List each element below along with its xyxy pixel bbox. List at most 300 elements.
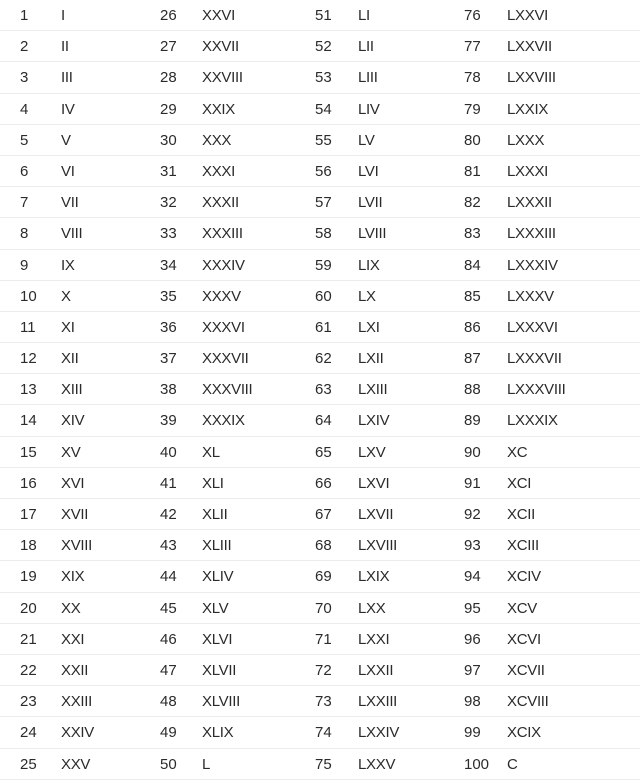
roman-numeral: LXXVII <box>507 38 552 56</box>
roman-numeral: LXX <box>358 599 386 617</box>
table-row <box>305 686 455 717</box>
arabic-number: 37 <box>160 350 177 368</box>
roman-numeral: XLII <box>202 506 228 523</box>
arabic-number: 11 <box>20 318 36 336</box>
roman-numeral: XCIII <box>507 537 539 555</box>
roman-numeral: L <box>202 755 211 773</box>
roman-numeral: XCV <box>507 599 537 617</box>
roman-numeral: XII <box>61 350 79 368</box>
table-row <box>150 312 305 343</box>
table-row <box>150 624 305 655</box>
table-row <box>305 405 455 436</box>
arabic-number: 89 <box>464 412 481 430</box>
roman-numeral: XXXV <box>202 287 241 305</box>
table-row <box>150 125 305 156</box>
arabic-number: 96 <box>464 630 481 648</box>
table-row <box>0 686 150 717</box>
roman-numeral: XL <box>202 443 220 461</box>
arabic-number: 13 <box>20 381 37 399</box>
roman-numeral: C <box>507 755 518 773</box>
table-row <box>0 717 150 748</box>
table-row <box>0 187 150 218</box>
table-row <box>150 655 305 686</box>
roman-numeral: XV <box>61 443 81 461</box>
roman-numeral: XLV <box>202 599 229 617</box>
arabic-number: 74 <box>315 724 332 742</box>
table-row <box>150 374 305 405</box>
arabic-number: 1 <box>20 7 29 24</box>
roman-numeral: LXXXIII <box>507 225 556 243</box>
arabic-number: 14 <box>20 412 37 430</box>
roman-numeral: XXIII <box>61 693 93 711</box>
arabic-number: 48 <box>160 693 177 711</box>
roman-numeral: LXXIX <box>507 100 549 118</box>
arabic-number: 20 <box>20 599 37 617</box>
roman-numeral: XCVI <box>507 630 541 648</box>
roman-numeral: LXI <box>358 318 380 336</box>
table-row <box>455 499 640 530</box>
table-row <box>0 530 150 561</box>
roman-numeral: XLI <box>202 474 224 492</box>
table-row <box>0 405 150 436</box>
arabic-number: 61 <box>315 318 332 336</box>
roman-numeral: LXXXI <box>507 162 549 180</box>
table-row <box>455 343 640 374</box>
arabic-number: 52 <box>315 38 332 56</box>
arabic-number: 76 <box>464 7 481 24</box>
table-row <box>150 405 305 436</box>
arabic-number: 6 <box>20 162 29 180</box>
roman-numeral: XLIV <box>202 568 234 586</box>
arabic-number: 63 <box>315 381 332 399</box>
table-row <box>305 218 455 249</box>
table-row <box>305 499 455 530</box>
arabic-number: 77 <box>464 38 481 56</box>
arabic-number: 32 <box>160 194 177 212</box>
arabic-number: 46 <box>160 630 177 648</box>
arabic-number: 7 <box>20 194 29 212</box>
roman-numeral: LXVI <box>358 474 390 492</box>
arabic-number: 17 <box>20 506 37 523</box>
table-row <box>0 62 150 93</box>
arabic-number: 82 <box>464 194 481 212</box>
table-row <box>455 530 640 561</box>
table-row <box>150 468 305 499</box>
roman-numeral: LXXI <box>358 630 390 648</box>
arabic-number: 60 <box>315 287 332 305</box>
roman-numeral: LIX <box>358 256 380 274</box>
roman-numeral: XCIV <box>507 568 541 586</box>
arabic-number: 93 <box>464 537 481 555</box>
table-row <box>455 312 640 343</box>
roman-numeral: LXXXV <box>507 287 554 305</box>
table-column-51-75 <box>305 0 455 780</box>
roman-numeral: LXXXIX <box>507 412 558 430</box>
roman-numeral: VIII <box>61 225 83 243</box>
arabic-number: 83 <box>464 225 481 243</box>
roman-numeral: LXXV <box>358 755 396 773</box>
table-row <box>0 561 150 592</box>
roman-numeral: XXXVIII <box>202 381 253 399</box>
arabic-number: 18 <box>20 537 37 555</box>
roman-numeral: LI <box>358 7 370 24</box>
arabic-number: 38 <box>160 381 177 399</box>
arabic-number: 65 <box>315 443 332 461</box>
roman-numeral: LXXX <box>507 131 545 149</box>
roman-numeral: XI <box>61 318 75 336</box>
arabic-number: 97 <box>464 661 481 679</box>
roman-numeral: LXII <box>358 350 384 368</box>
table-row <box>150 749 305 780</box>
arabic-number: 86 <box>464 318 481 336</box>
roman-numeral: IV <box>61 100 75 118</box>
roman-numeral: LXXII <box>358 661 394 679</box>
table-row <box>305 749 455 780</box>
roman-numeral: LXVII <box>358 506 394 523</box>
table-row <box>150 94 305 125</box>
arabic-number: 84 <box>464 256 481 274</box>
roman-numeral: LXXXII <box>507 194 552 212</box>
arabic-number: 69 <box>315 568 332 586</box>
table-row <box>455 593 640 624</box>
arabic-number: 49 <box>160 724 177 742</box>
table-row <box>150 187 305 218</box>
arabic-number: 47 <box>160 661 177 679</box>
roman-numeral: LXXVIII <box>507 69 556 87</box>
arabic-number: 25 <box>20 755 37 773</box>
arabic-number: 75 <box>315 755 332 773</box>
arabic-number: 71 <box>315 630 332 648</box>
arabic-number: 45 <box>160 599 177 617</box>
roman-numeral: IX <box>61 256 75 274</box>
arabic-number: 64 <box>315 412 332 430</box>
arabic-number: 91 <box>464 474 481 492</box>
arabic-number: 5 <box>20 131 29 149</box>
table-row <box>305 437 455 468</box>
table-row <box>455 374 640 405</box>
roman-numeral: XXIV <box>61 724 94 742</box>
roman-numeral: XXXIV <box>202 256 245 274</box>
table-row <box>455 125 640 156</box>
arabic-number: 99 <box>464 724 481 742</box>
arabic-number: 41 <box>160 474 177 492</box>
roman-numeral: X <box>61 287 71 305</box>
arabic-number: 9 <box>20 256 29 274</box>
table-row <box>305 281 455 312</box>
table-row <box>305 156 455 187</box>
table-row <box>455 250 640 281</box>
roman-numeral: I <box>61 7 65 24</box>
arabic-number: 59 <box>315 256 332 274</box>
arabic-number: 10 <box>20 287 37 305</box>
table-row <box>150 499 305 530</box>
arabic-number: 34 <box>160 256 177 274</box>
table-row <box>150 686 305 717</box>
table-row <box>305 343 455 374</box>
roman-numeral: XXXI <box>202 162 235 180</box>
table-row <box>455 749 640 780</box>
roman-numeral: V <box>61 131 71 149</box>
roman-numeral: LXXVI <box>507 7 549 24</box>
arabic-number: 3 <box>20 69 29 87</box>
roman-numeral: XXXIII <box>202 225 243 243</box>
roman-numeral: XVIII <box>61 537 93 555</box>
table-column-76-100 <box>455 0 640 780</box>
roman-numeral: LIV <box>358 100 380 118</box>
table-row <box>305 530 455 561</box>
arabic-number: 36 <box>160 318 177 336</box>
table-row <box>305 624 455 655</box>
arabic-number: 94 <box>464 568 481 586</box>
roman-numeral: LVII <box>358 194 383 212</box>
table-row <box>0 624 150 655</box>
roman-numeral: XXVIII <box>202 69 243 87</box>
roman-numeral: LXXXVII <box>507 350 562 368</box>
roman-numeral: LXXIV <box>358 724 400 742</box>
table-row <box>455 156 640 187</box>
roman-numeral: XVI <box>61 474 85 492</box>
arabic-number: 16 <box>20 474 37 492</box>
arabic-number: 39 <box>160 412 177 430</box>
roman-numeral: LV <box>358 131 375 149</box>
table-row <box>455 405 640 436</box>
table-row <box>0 499 150 530</box>
table-row <box>150 281 305 312</box>
table-row <box>455 437 640 468</box>
table-row <box>305 593 455 624</box>
arabic-number: 90 <box>464 443 481 461</box>
roman-numeral: XIX <box>61 568 85 586</box>
roman-numeral: XXII <box>61 661 89 679</box>
arabic-number: 57 <box>315 194 332 212</box>
table-row <box>0 281 150 312</box>
table-row <box>0 593 150 624</box>
table-row <box>455 0 640 31</box>
arabic-number: 78 <box>464 69 481 87</box>
roman-numeral: XXXVI <box>202 318 245 336</box>
table-row <box>0 343 150 374</box>
roman-numeral: XXIX <box>202 100 235 118</box>
table-row <box>455 218 640 249</box>
arabic-number: 2 <box>20 38 29 56</box>
roman-numeral: XIV <box>61 412 85 430</box>
roman-numeral: XXVI <box>202 7 235 24</box>
table-row <box>455 561 640 592</box>
roman-numeral: LXV <box>358 443 386 461</box>
roman-numeral: LVI <box>358 162 379 180</box>
table-row <box>305 655 455 686</box>
table-row <box>150 250 305 281</box>
arabic-number: 54 <box>315 100 332 118</box>
roman-numeral: VI <box>61 162 75 180</box>
table-row <box>455 468 640 499</box>
arabic-number: 30 <box>160 131 177 149</box>
roman-numeral: LXXXVIII <box>507 381 566 399</box>
roman-numeral: XXI <box>61 630 85 648</box>
table-row <box>455 94 640 125</box>
arabic-number: 33 <box>160 225 177 243</box>
arabic-number: 8 <box>20 225 29 243</box>
table-row <box>305 125 455 156</box>
roman-numeral: XCII <box>507 506 535 523</box>
roman-numeral: LXIV <box>358 412 390 430</box>
roman-numeral: VII <box>61 194 79 212</box>
roman-numeral: XLVII <box>202 661 237 679</box>
table-column-26-50 <box>150 0 305 780</box>
roman-numeral: XXX <box>202 131 232 149</box>
table-row <box>455 655 640 686</box>
arabic-number: 68 <box>315 537 332 555</box>
arabic-number: 51 <box>315 7 332 24</box>
table-row <box>455 62 640 93</box>
arabic-number: 73 <box>315 693 332 711</box>
arabic-number: 23 <box>20 693 37 711</box>
arabic-number: 80 <box>464 131 481 149</box>
table-row <box>0 125 150 156</box>
table-row <box>150 218 305 249</box>
roman-numeral: XCI <box>507 474 532 492</box>
arabic-number: 72 <box>315 661 332 679</box>
arabic-number: 95 <box>464 599 481 617</box>
table-row <box>305 94 455 125</box>
roman-numeral: XXVII <box>202 38 239 56</box>
table-row <box>305 0 455 31</box>
arabic-number: 87 <box>464 350 481 368</box>
arabic-number: 81 <box>464 162 481 180</box>
table-row <box>150 717 305 748</box>
table-row <box>150 437 305 468</box>
arabic-number: 40 <box>160 443 177 461</box>
roman-numeral: LXVIII <box>358 537 398 555</box>
roman-numeral: LIII <box>358 69 378 87</box>
arabic-number: 56 <box>315 162 332 180</box>
table-row <box>0 94 150 125</box>
table-row <box>0 312 150 343</box>
arabic-number: 100 <box>464 755 490 773</box>
roman-numeral: XCVIII <box>507 693 549 711</box>
table-row <box>0 218 150 249</box>
arabic-number: 27 <box>160 38 177 56</box>
table-column-1-25 <box>0 0 150 780</box>
roman-numeral: XIII <box>61 381 83 399</box>
table-row <box>455 624 640 655</box>
table-row <box>305 312 455 343</box>
arabic-number: 43 <box>160 537 177 555</box>
arabic-number: 28 <box>160 69 177 87</box>
table-row <box>305 468 455 499</box>
table-row <box>455 31 640 62</box>
roman-numeral: LXIX <box>358 568 390 586</box>
table-row <box>455 187 640 218</box>
roman-numeral: XXV <box>61 755 91 773</box>
roman-numeral: III <box>61 69 73 87</box>
roman-numeral: XLVIII <box>202 693 240 711</box>
table-row <box>150 530 305 561</box>
table-row <box>150 593 305 624</box>
table-row <box>0 374 150 405</box>
table-row <box>305 561 455 592</box>
roman-numeral: XVII <box>61 506 89 523</box>
roman-numeral: II <box>61 38 69 56</box>
arabic-number: 19 <box>20 568 37 586</box>
table-row <box>0 655 150 686</box>
arabic-number: 66 <box>315 474 332 492</box>
roman-numeral: LVIII <box>358 225 387 243</box>
table-row <box>305 62 455 93</box>
table-row <box>0 437 150 468</box>
roman-numeral: LII <box>358 38 374 56</box>
arabic-number: 21 <box>20 630 37 648</box>
arabic-number: 26 <box>160 7 177 24</box>
roman-numeral: XCIX <box>507 724 541 742</box>
roman-numeral: LX <box>358 287 376 305</box>
arabic-number: 85 <box>464 287 481 305</box>
roman-numeral: XXXII <box>202 194 239 212</box>
roman-numeral: XLIII <box>202 537 232 555</box>
table-row <box>150 343 305 374</box>
arabic-number: 12 <box>20 350 37 368</box>
arabic-number: 22 <box>20 661 37 679</box>
table-row <box>305 374 455 405</box>
arabic-number: 31 <box>160 162 177 180</box>
roman-numeral: XCVII <box>507 661 545 679</box>
arabic-number: 53 <box>315 69 332 87</box>
table-row <box>455 281 640 312</box>
arabic-number: 79 <box>464 100 481 118</box>
arabic-number: 35 <box>160 287 177 305</box>
table-row <box>0 31 150 62</box>
roman-numeral: LXXXIV <box>507 256 558 274</box>
table-row <box>150 62 305 93</box>
table-row <box>455 717 640 748</box>
arabic-number: 88 <box>464 381 481 399</box>
roman-numeral: XX <box>61 599 81 617</box>
table-row <box>305 187 455 218</box>
roman-numeral: LXXXVI <box>507 318 558 336</box>
arabic-number: 50 <box>160 755 177 773</box>
arabic-number: 70 <box>315 599 332 617</box>
table-row <box>0 0 150 31</box>
table-row <box>0 749 150 780</box>
arabic-number: 92 <box>464 506 481 523</box>
arabic-number: 42 <box>160 506 177 523</box>
arabic-number: 24 <box>20 724 37 742</box>
roman-numeral: XC <box>507 443 528 461</box>
table-row <box>150 561 305 592</box>
table-row <box>305 31 455 62</box>
table-row <box>0 156 150 187</box>
table-row <box>305 250 455 281</box>
arabic-number: 44 <box>160 568 177 586</box>
roman-numeral: LXXIII <box>358 693 398 711</box>
roman-numeral: XXXVII <box>202 350 249 368</box>
arabic-number: 15 <box>20 443 37 461</box>
arabic-number: 67 <box>315 506 332 523</box>
arabic-number: 55 <box>315 131 332 149</box>
table-row <box>0 468 150 499</box>
arabic-number: 62 <box>315 350 332 368</box>
arabic-number: 29 <box>160 100 177 118</box>
table-row <box>0 250 150 281</box>
arabic-number: 4 <box>20 100 29 118</box>
table-row <box>455 686 640 717</box>
arabic-number: 98 <box>464 693 481 711</box>
table-row <box>150 156 305 187</box>
roman-numeral: LXIII <box>358 381 388 399</box>
table-row <box>150 0 305 31</box>
roman-numeral: XLIX <box>202 724 234 742</box>
roman-numeral: XLVI <box>202 630 233 648</box>
